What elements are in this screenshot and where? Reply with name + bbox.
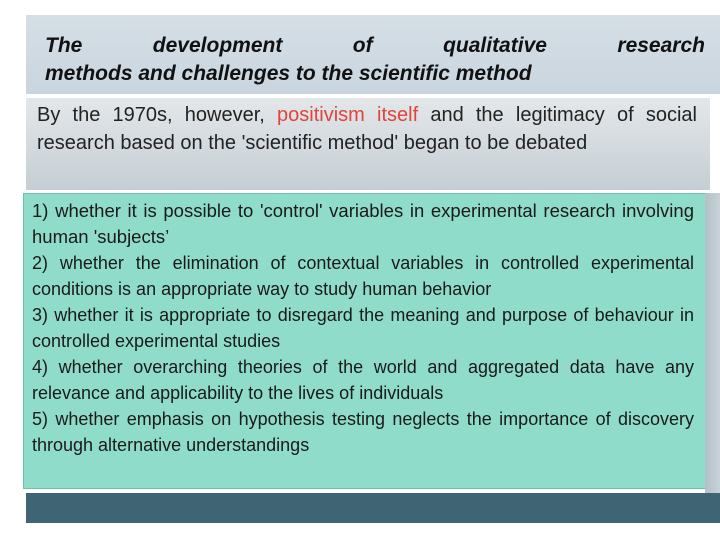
- list-item: 2) whether the elimination of contextual variables in controlled experimental conditions is an appropriate way to study human behavior: [32, 253, 694, 299]
- slide-title-line2: methods and challenges to the scientific method: [45, 62, 532, 85]
- title-word: qualitative: [443, 34, 547, 57]
- list-item: 4) whether overarching theories of the world and aggregated data have any relevance and applicability to the lives of individuals: [32, 357, 694, 403]
- list-item: 5) whether emphasis on hypothesis testing neglects the importance of discovery through alternative understandings: [32, 409, 694, 455]
- title-word: research: [617, 34, 705, 57]
- lead-paragraph: [37, 101, 697, 157]
- list-item: 3) whether it is appropriate to disregard the meaning and purpose of behaviour in controlled experimental studies: [32, 305, 694, 351]
- lead-text-after: and the legitimacy of social research based on the 'scientific method' began to be debated: [37, 104, 697, 154]
- title-word: of: [352, 34, 373, 57]
- footer-bar: [26, 493, 720, 523]
- title-word: development: [152, 34, 283, 57]
- right-edge-bar: [705, 193, 720, 493]
- lead-text-before: By the 1970s, however,: [37, 104, 278, 126]
- lead-highlight: positivism itself: [277, 104, 419, 126]
- list-item: 1) whether it is possible to 'control' variables in experimental research involving human 'subjects’: [32, 200, 694, 247]
- points-list: [32, 198, 694, 458]
- title-word: The: [45, 34, 83, 57]
- slide-title-line1: [45, 34, 705, 58]
